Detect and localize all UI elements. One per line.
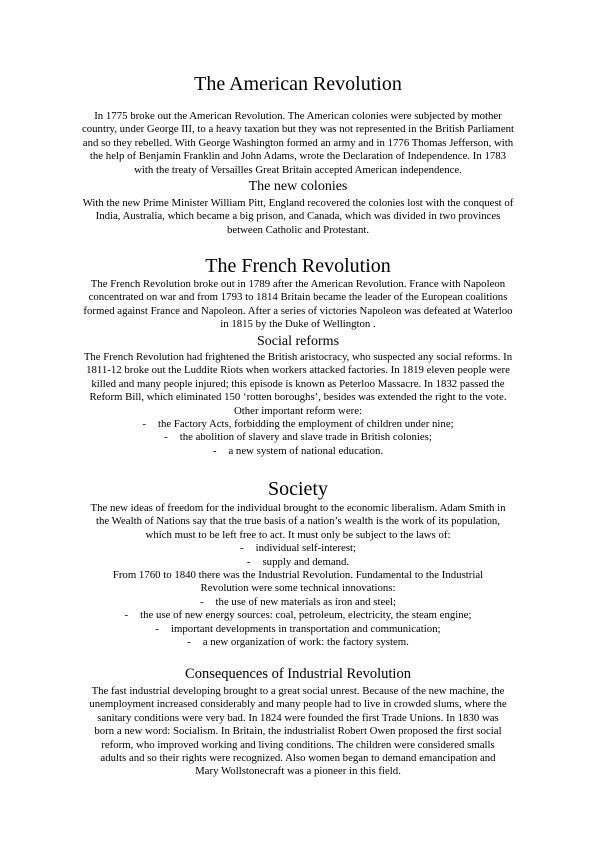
list-item-text: the Factory Acts, forbidding the employment of children under nine; (157, 418, 454, 430)
paragraph-line: Mary Wollstonecraft was a pioneer in this field. (195, 765, 401, 778)
list-item (0, 431, 596, 444)
list-item-text: a new system of national education. (228, 444, 384, 457)
section-title-consequences: Consequences of Industrial Revolution (185, 666, 411, 682)
bullet-dash: - (246, 555, 251, 568)
list-item-text: supply and demand. (262, 555, 350, 568)
paragraph-line: adults and so their rights were recognized. Also women began to demand emancipation and (100, 752, 496, 764)
section-title-american-revolution: The American Revolution (194, 73, 402, 95)
paragraph-line: between Catholic and Protestant. (226, 223, 370, 236)
paragraph-line: the Wealth of Nations say that the true basis of a nation’s wealth is the work of its population, (95, 515, 501, 528)
paragraph-line: India, Australia, which became a big prison, and Canada, which was divided in two provinces (95, 210, 501, 223)
bullet-dash: - (187, 636, 191, 648)
bullet-dash: - (212, 444, 217, 457)
paragraph-line: the help of Benjamin Franklin and John Adams, wrote the Declaration of Independence. In 1783 (89, 150, 507, 163)
bullet-dash: - (124, 609, 129, 622)
paragraph-line: Reform Bill, which eliminated 150 ‘rotten boroughs’, besides was extended the right to the vote. (89, 391, 507, 404)
list-item (0, 596, 596, 609)
paragraph-line: sanitary conditions were very bad. In 1824 were founded the first Trade Unions. In 1830 was (97, 711, 499, 724)
list-item-text: important developments in transportation and communication; (171, 622, 441, 635)
paragraph-line: with the treaty of Versailles Great Britain accepted American independence. (134, 163, 462, 176)
paragraph-line: concentrated on war and from 1793 to 1814 Britain became the leader of the European coalitions (88, 291, 508, 304)
paragraph-line: born a new word: Socialism. In Britain, the industrialist Robert Owen proposed the first social (94, 725, 502, 738)
paragraph-line: killed and many people injured; this episode is known as Peterloo Massacre. In 1832 passed the (91, 377, 505, 390)
list-item (0, 636, 596, 649)
list-item-text: the abolition of slavery and slave trade in British colonies; (179, 431, 432, 444)
paragraph-line: Revolution were some technical innovations: (200, 582, 396, 595)
paragraph-line: In 1775 broke out the American Revolution. The American colonies were subjected by mother (94, 110, 502, 122)
subsection-title-social-reforms: Social reforms (256, 334, 340, 349)
paragraph-line: The French Revolution broke out in 1789 after the American Revolution. France with Napoleon (90, 278, 506, 290)
list-item (0, 542, 596, 555)
section-title-society: Society (268, 478, 328, 500)
list-item (0, 623, 596, 636)
bullet-dash: - (199, 595, 204, 608)
bullet-dash: - (164, 431, 168, 444)
bullet-dash: - (239, 542, 244, 555)
list-item (0, 445, 596, 458)
list-item (0, 556, 596, 569)
paragraph-line: formed against France and Napoleon. After a series of victories Napoleon was defeated at Waterloo (83, 304, 513, 317)
subsection-title-new-colonies: The new colonies (248, 179, 348, 194)
paragraph-line: 1811-12 broke out the Luddite Riots when workers attacked factories. In 1819 eleven people were (86, 364, 510, 377)
paragraph-line: The new ideas of freedom for the individual brought to the economic liberalism. Adam Smith in (90, 502, 506, 514)
paragraph-line: Other important reform were: (233, 404, 362, 417)
paragraph-line: The French Revolution had frightened the British aristocracy, who suspected any social reforms. In (83, 351, 513, 363)
list-item-text: the use of new energy sources: coal, petroleum, electricity, the steam engine; (140, 609, 472, 622)
paragraph-line: in 1815 by the Duke of Wellington . (220, 318, 376, 331)
paragraph-line: With the new Prime Minister William Pitt, England recovered the colonies lost with the conquest of (82, 197, 514, 209)
paragraph-line: The fast industrial developing brought to a great social unrest. Because of the new machine, the (91, 685, 505, 697)
list-item-text: the use of new materials as iron and steel; (215, 595, 397, 608)
list-item (0, 418, 596, 431)
bullet-dash: - (142, 418, 146, 430)
list-item-text: a new organization of work: the factory system. (202, 636, 409, 648)
list-item (0, 609, 596, 622)
paragraph-line: which must to be left free to act. It must only be subject to the laws of: (145, 528, 451, 541)
paragraph-line: reform, who improved working and living conditions. The children were considered smalls (101, 738, 495, 751)
paragraph-line: and so they rebelled. With George Washington formed an army and in 1776 Thomas Jefferson, with (82, 136, 514, 149)
bullet-dash: - (155, 622, 160, 635)
section-title-french-revolution: The French Revolution (205, 255, 391, 277)
paragraph-line: From 1760 to 1840 there was the Industrial Revolution. Fundamental to the Industrial (112, 569, 484, 581)
paragraph-line: country, under George III, to a heavy taxation but they was not represented in the British Parliament (81, 123, 515, 136)
paragraph-line: unemployment increased considerably and many people had to live in crowded slums, where the (89, 698, 507, 711)
list-item-text: individual self-interest; (255, 542, 357, 555)
